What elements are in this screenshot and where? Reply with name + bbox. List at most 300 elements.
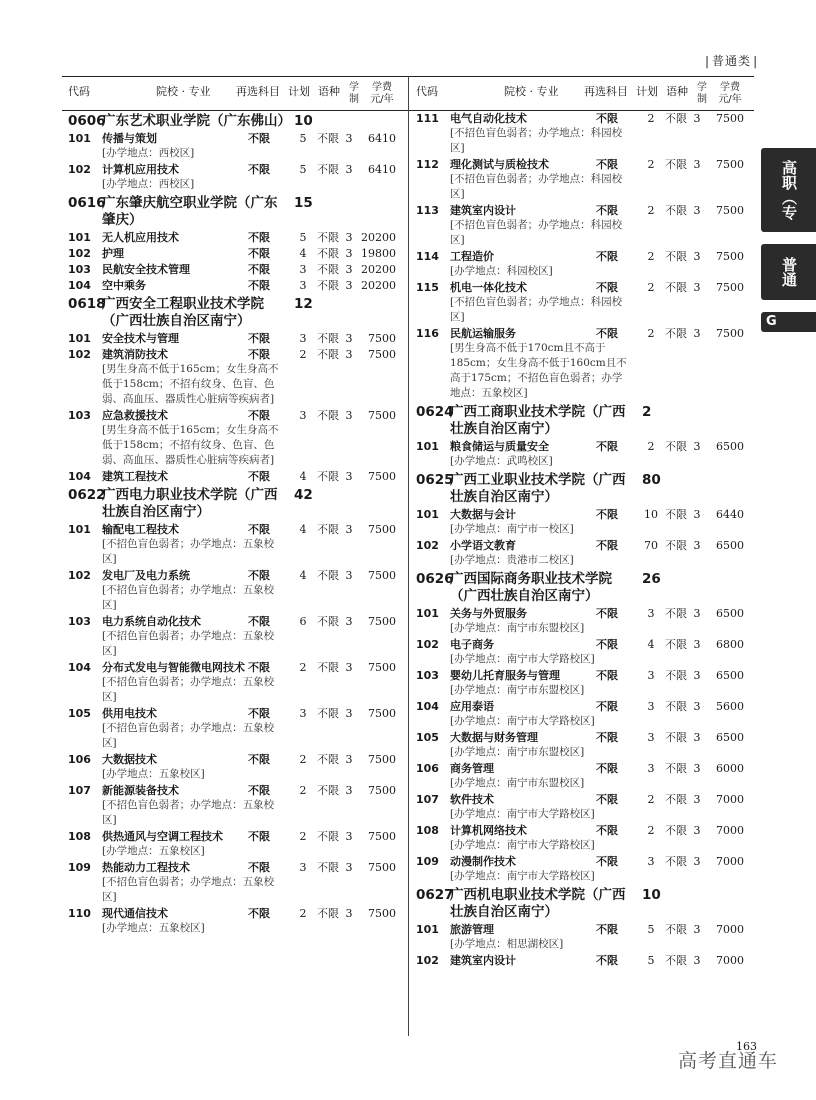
major-language: 不限 — [317, 615, 339, 628]
major-code: 106 — [416, 762, 439, 775]
major-code: 104 — [68, 279, 91, 292]
major-subject: 不限 — [248, 263, 270, 276]
major-plan: 5 — [647, 923, 655, 936]
major-subject: 不限 — [248, 661, 270, 674]
major-fee: 6800 — [716, 638, 744, 651]
major-name: 输配电工程技术 — [102, 523, 179, 536]
major-years: 3 — [345, 132, 353, 145]
major-name: 建筑消防技术 — [102, 348, 168, 361]
major-language: 不限 — [665, 700, 687, 713]
major-entry — [416, 111, 756, 156]
major-fee: 7500 — [368, 753, 396, 766]
school-plan: 10 — [642, 887, 661, 903]
major-subject: 不限 — [248, 707, 270, 720]
major-fee: 7000 — [716, 954, 744, 967]
major-note: [男生身高不低于165cm；女生身高不低于158cm；不招有纹身、色盲、色弱、高血压、器质性心脏病等疾病者] — [102, 363, 279, 405]
major-row — [68, 408, 408, 423]
major-name: 工程造价 — [450, 250, 494, 263]
major-name: 空中乘务 — [102, 279, 146, 292]
major-language: 不限 — [665, 638, 687, 651]
major-language: 不限 — [317, 784, 339, 797]
school-plan: 15 — [294, 195, 313, 211]
major-code: 102 — [416, 954, 439, 967]
major-entry — [416, 538, 756, 568]
major-fee: 19800 — [361, 247, 396, 260]
major-years: 3 — [693, 669, 701, 682]
major-entry — [68, 568, 408, 613]
major-subject: 不限 — [248, 753, 270, 766]
major-row — [416, 280, 756, 295]
major-years: 3 — [345, 661, 353, 674]
major-years: 3 — [345, 569, 353, 582]
major-entry — [416, 761, 756, 791]
major-entry — [68, 829, 408, 859]
major-subject: 不限 — [248, 907, 270, 920]
side-tab-putong: 普通类 — [761, 244, 816, 300]
major-row — [68, 469, 408, 484]
major-plan: 3 — [647, 669, 655, 682]
column-divider — [408, 76, 409, 1036]
major-plan: 2 — [647, 824, 655, 837]
major-note: [办学地点：西校区] — [102, 178, 195, 190]
major-language: 不限 — [665, 762, 687, 775]
major-name: 分布式发电与智能微电网技术 — [102, 661, 245, 674]
major-plan: 3 — [647, 731, 655, 744]
major-plan: 3 — [299, 332, 307, 345]
major-row — [68, 706, 408, 721]
major-subject: 不限 — [596, 158, 618, 171]
major-entry — [68, 347, 408, 407]
major-language: 不限 — [317, 332, 339, 345]
major-plan: 4 — [299, 523, 307, 536]
major-years: 3 — [693, 923, 701, 936]
major-subject: 不限 — [248, 332, 270, 345]
major-code: 104 — [68, 470, 91, 483]
school-code: 0625 — [416, 472, 454, 488]
major-note: [不招色盲色弱者；办学地点：五象校区] — [102, 630, 275, 657]
major-code: 111 — [416, 112, 439, 125]
major-years: 3 — [693, 700, 701, 713]
major-row — [416, 730, 756, 745]
major-row — [416, 507, 756, 522]
major-note: [办学地点：武鸣校区] — [450, 455, 553, 467]
major-name: 供热通风与空调工程技术 — [102, 830, 223, 843]
major-note: [不招色盲色弱者；办学地点：五象校区] — [102, 722, 275, 749]
major-entry — [68, 230, 408, 245]
school-name: 广东艺术职业学院（广东佛山） — [102, 113, 291, 129]
major-note: [办学地点：南宁市大学路校区] — [450, 839, 595, 851]
col-header-years: 学制 — [349, 82, 359, 105]
major-subject: 不限 — [596, 954, 618, 967]
major-plan: 5 — [299, 132, 307, 145]
major-years: 3 — [693, 954, 701, 967]
major-code: 102 — [68, 247, 91, 260]
major-code: 102 — [68, 348, 91, 361]
major-fee: 7500 — [368, 348, 396, 361]
major-years: 3 — [345, 231, 353, 244]
major-code: 102 — [416, 638, 439, 651]
major-subject: 不限 — [596, 824, 618, 837]
major-row — [416, 538, 756, 553]
col-header-subject: 再选科目 — [236, 85, 280, 98]
major-note: [办学地点：科园校区] — [450, 265, 553, 277]
major-entry — [416, 157, 756, 202]
school-code: 0616 — [68, 195, 106, 211]
major-language: 不限 — [665, 793, 687, 806]
major-years: 3 — [345, 861, 353, 874]
major-code: 110 — [68, 907, 91, 920]
major-name: 计算机网络技术 — [450, 824, 527, 837]
major-name: 粮食储运与质量安全 — [450, 440, 549, 453]
major-entry — [68, 162, 408, 192]
major-plan: 3 — [299, 861, 307, 874]
school-code: 0622 — [68, 487, 106, 503]
major-note: [不招色盲色弱者；办学地点：五象校区] — [102, 538, 275, 565]
major-note: [办学地点：五象校区] — [102, 922, 205, 934]
school-header — [68, 296, 408, 330]
major-note: [办学地点：南宁市东盟校区] — [450, 622, 585, 634]
major-language: 不限 — [317, 753, 339, 766]
major-code: 112 — [416, 158, 439, 171]
major-language: 不限 — [317, 661, 339, 674]
major-name: 动漫制作技术 — [450, 855, 516, 868]
col-header-language: 语种 — [318, 85, 340, 98]
major-years: 3 — [345, 907, 353, 920]
major-entry — [416, 953, 756, 968]
left-column — [68, 80, 408, 936]
major-name: 机电一体化技术 — [450, 281, 527, 294]
major-note: [不招色盲色弱者；办学地点：五象校区] — [102, 876, 275, 903]
major-note: [办学地点：南宁市大学路校区] — [450, 715, 595, 727]
major-note: [男生身高不低于165cm；女生身高不低于158cm；不招有纹身、色盲、色弱、高血压、器质性心脏病等疾病者] — [102, 424, 279, 466]
major-plan: 2 — [299, 753, 307, 766]
major-code: 102 — [68, 569, 91, 582]
school-code: 0627 — [416, 887, 454, 903]
col-header-years: 学制 — [697, 82, 707, 105]
major-years: 3 — [345, 830, 353, 843]
school-header — [68, 487, 408, 521]
major-code: 101 — [68, 523, 91, 536]
major-row — [416, 111, 756, 126]
major-language: 不限 — [665, 923, 687, 936]
major-language: 不限 — [665, 158, 687, 171]
major-fee: 6500 — [716, 731, 744, 744]
major-fee: 7500 — [716, 281, 744, 294]
major-years: 3 — [693, 793, 701, 806]
major-years: 3 — [693, 327, 701, 340]
major-plan: 2 — [647, 281, 655, 294]
major-subject: 不限 — [248, 784, 270, 797]
major-entry — [68, 752, 408, 782]
major-note: [不招色盲色弱者；办学地点：科园校区] — [450, 173, 623, 200]
major-years: 3 — [345, 163, 353, 176]
major-code: 101 — [68, 231, 91, 244]
major-language: 不限 — [317, 830, 339, 843]
col-header-name: 院校 · 专业 — [156, 85, 211, 98]
major-row — [416, 157, 756, 172]
major-code: 103 — [68, 409, 91, 422]
major-plan: 4 — [647, 638, 655, 651]
major-subject: 不限 — [248, 163, 270, 176]
major-plan: 3 — [647, 855, 655, 868]
major-fee: 6500 — [716, 440, 744, 453]
major-subject: 不限 — [596, 700, 618, 713]
major-code: 107 — [68, 784, 91, 797]
major-code: 113 — [416, 204, 439, 217]
major-plan: 3 — [647, 607, 655, 620]
major-years: 3 — [693, 112, 701, 125]
major-code: 101 — [416, 440, 439, 453]
major-fee: 7500 — [368, 470, 396, 483]
major-language: 不限 — [317, 861, 339, 874]
school-code: 0618 — [68, 296, 106, 312]
major-code: 109 — [416, 855, 439, 868]
major-name: 建筑室内设计 — [450, 954, 516, 967]
major-code: 103 — [68, 263, 91, 276]
major-fee: 6500 — [716, 607, 744, 620]
major-years: 3 — [345, 470, 353, 483]
major-fee: 6440 — [716, 508, 744, 521]
major-row — [68, 614, 408, 629]
school-name: 广西机电职业技术学院（广西壮族自治区南宁） — [450, 887, 626, 920]
major-note: [办学地点：南宁市东盟校区] — [450, 746, 585, 758]
major-language: 不限 — [317, 707, 339, 720]
major-row — [68, 568, 408, 583]
major-years: 3 — [693, 762, 701, 775]
major-language: 不限 — [665, 669, 687, 682]
major-code: 108 — [416, 824, 439, 837]
major-years: 3 — [693, 204, 701, 217]
major-entry — [416, 606, 756, 636]
major-subject: 不限 — [596, 112, 618, 125]
school-header — [68, 195, 408, 229]
major-language: 不限 — [665, 112, 687, 125]
major-row — [416, 792, 756, 807]
major-years: 3 — [693, 731, 701, 744]
major-row — [68, 660, 408, 675]
school-name: 广西工商职业技术学院（广西壮族自治区南宁） — [450, 404, 626, 437]
major-language: 不限 — [317, 132, 339, 145]
page-number: 163 — [736, 1040, 757, 1053]
major-row — [68, 131, 408, 146]
major-code: 102 — [68, 163, 91, 176]
major-entry — [68, 522, 408, 567]
major-name: 民航运输服务 — [450, 327, 516, 340]
major-subject: 不限 — [248, 615, 270, 628]
major-note: [办学地点：南宁市大学路校区] — [450, 870, 595, 882]
major-fee: 7500 — [368, 784, 396, 797]
major-code: 102 — [416, 539, 439, 552]
major-plan: 2 — [299, 784, 307, 797]
major-years: 3 — [345, 409, 353, 422]
col-header-fee: 学费元/年 — [718, 82, 742, 105]
major-name: 建筑室内设计 — [450, 204, 516, 217]
major-row — [68, 783, 408, 798]
major-code: 101 — [416, 607, 439, 620]
major-plan: 2 — [647, 158, 655, 171]
major-subject: 不限 — [248, 523, 270, 536]
major-code: 105 — [416, 731, 439, 744]
major-subject: 不限 — [596, 440, 618, 453]
school-name: 广东肇庆航空职业学院（广东肇庆） — [102, 195, 278, 228]
major-name: 关务与外贸服务 — [450, 607, 527, 620]
major-entry — [68, 262, 408, 277]
major-name: 电气自动化技术 — [450, 112, 527, 125]
major-years: 3 — [693, 508, 701, 521]
major-entry — [68, 614, 408, 659]
major-note: [办学地点：南宁市大学路校区] — [450, 808, 595, 820]
school-header — [416, 404, 756, 438]
major-fee: 7500 — [368, 409, 396, 422]
major-row — [416, 606, 756, 621]
major-entry — [416, 439, 756, 469]
major-name: 安全技术与管理 — [102, 332, 179, 345]
major-subject: 不限 — [596, 250, 618, 263]
major-name: 大数据与会计 — [450, 508, 516, 521]
major-language: 不限 — [665, 954, 687, 967]
major-plan: 4 — [299, 247, 307, 260]
major-entry — [68, 783, 408, 828]
major-fee: 20200 — [361, 231, 396, 244]
school-name: 广西电力职业技术学院（广西壮族自治区南宁） — [102, 487, 278, 520]
col-header-plan: 计划 — [636, 85, 658, 98]
major-subject: 不限 — [596, 731, 618, 744]
school-name: 广西安全工程职业技术学院（广西壮族自治区南宁） — [102, 296, 264, 329]
major-subject: 不限 — [248, 569, 270, 582]
major-note: [不招色盲色弱者；办学地点：科园校区] — [450, 127, 623, 154]
major-plan: 5 — [299, 231, 307, 244]
school-plan: 80 — [642, 472, 661, 488]
major-row — [68, 522, 408, 537]
major-row — [416, 637, 756, 652]
major-entry — [68, 278, 408, 293]
major-row — [68, 347, 408, 362]
major-entry — [416, 326, 756, 401]
major-code: 107 — [416, 793, 439, 806]
major-years: 3 — [345, 263, 353, 276]
major-fee: 7500 — [716, 204, 744, 217]
major-name: 民航安全技术管理 — [102, 263, 190, 276]
major-plan: 6 — [299, 615, 307, 628]
major-plan: 2 — [299, 661, 307, 674]
major-years: 3 — [693, 539, 701, 552]
major-row — [68, 262, 408, 277]
major-language: 不限 — [665, 204, 687, 217]
major-fee: 20200 — [361, 279, 396, 292]
major-years: 3 — [693, 158, 701, 171]
major-name: 现代通信技术 — [102, 907, 168, 920]
major-name: 小学语文教育 — [450, 539, 516, 552]
major-fee: 7500 — [716, 158, 744, 171]
major-note: [不招色盲色弱者；办学地点：五象校区] — [102, 799, 275, 826]
major-subject: 不限 — [248, 231, 270, 244]
major-row — [68, 278, 408, 293]
major-fee: 7500 — [716, 112, 744, 125]
major-name: 计算机应用技术 — [102, 163, 179, 176]
major-name: 护理 — [102, 247, 124, 260]
major-name: 建筑工程技术 — [102, 470, 168, 483]
major-fee: 6410 — [368, 163, 396, 176]
major-language: 不限 — [665, 281, 687, 294]
major-language: 不限 — [317, 569, 339, 582]
major-name: 新能源装备技术 — [102, 784, 179, 797]
major-language: 不限 — [665, 508, 687, 521]
school-header — [68, 113, 408, 130]
major-fee: 7000 — [716, 855, 744, 868]
major-plan: 4 — [299, 569, 307, 582]
major-entry — [68, 660, 408, 705]
major-subject: 不限 — [596, 638, 618, 651]
major-fee: 6410 — [368, 132, 396, 145]
major-fee: 7500 — [368, 830, 396, 843]
page-category-label: | 普通类 | — [705, 52, 758, 69]
column-header-right — [416, 80, 756, 110]
major-row — [68, 860, 408, 875]
major-fee: 6500 — [716, 539, 744, 552]
major-note: [办学地点：五象校区] — [102, 768, 205, 780]
major-fee: 7500 — [716, 250, 744, 263]
major-subject: 不限 — [596, 607, 618, 620]
major-years: 3 — [693, 607, 701, 620]
major-plan: 3 — [299, 263, 307, 276]
major-subject: 不限 — [248, 247, 270, 260]
school-code: 0606 — [68, 113, 106, 129]
major-plan: 3 — [647, 700, 655, 713]
major-entry — [416, 637, 756, 667]
major-entry — [416, 854, 756, 884]
major-years: 3 — [693, 440, 701, 453]
major-plan: 3 — [299, 707, 307, 720]
major-language: 不限 — [317, 231, 339, 244]
major-name: 软件技术 — [450, 793, 494, 806]
major-entry — [416, 668, 756, 698]
major-row — [416, 922, 756, 937]
major-entry — [416, 507, 756, 537]
major-years: 3 — [693, 281, 701, 294]
major-name: 婴幼儿托育服务与管理 — [450, 669, 560, 682]
major-row — [68, 331, 408, 346]
major-entry — [68, 331, 408, 346]
major-years: 3 — [345, 707, 353, 720]
major-plan: 2 — [299, 348, 307, 361]
major-plan: 4 — [299, 470, 307, 483]
major-code: 104 — [416, 700, 439, 713]
major-subject: 不限 — [596, 762, 618, 775]
major-subject: 不限 — [596, 508, 618, 521]
column-header-left — [68, 80, 408, 110]
major-code: 101 — [416, 508, 439, 521]
major-row — [68, 829, 408, 844]
major-subject: 不限 — [248, 470, 270, 483]
major-name: 热能动力工程技术 — [102, 861, 190, 874]
major-fee: 7500 — [368, 661, 396, 674]
school-plan: 2 — [642, 404, 652, 420]
major-row — [416, 668, 756, 683]
major-code: 101 — [68, 332, 91, 345]
major-subject: 不限 — [596, 539, 618, 552]
school-header — [416, 472, 756, 506]
major-plan: 3 — [299, 279, 307, 292]
major-code: 103 — [416, 669, 439, 682]
major-fee: 7500 — [368, 332, 396, 345]
major-language: 不限 — [665, 855, 687, 868]
major-years: 3 — [345, 523, 353, 536]
major-plan: 10 — [644, 508, 658, 521]
major-language: 不限 — [317, 279, 339, 292]
major-subject: 不限 — [248, 861, 270, 874]
major-note: [不招色盲色弱者；办学地点：科园校区] — [450, 296, 623, 323]
school-plan: 10 — [294, 113, 313, 129]
